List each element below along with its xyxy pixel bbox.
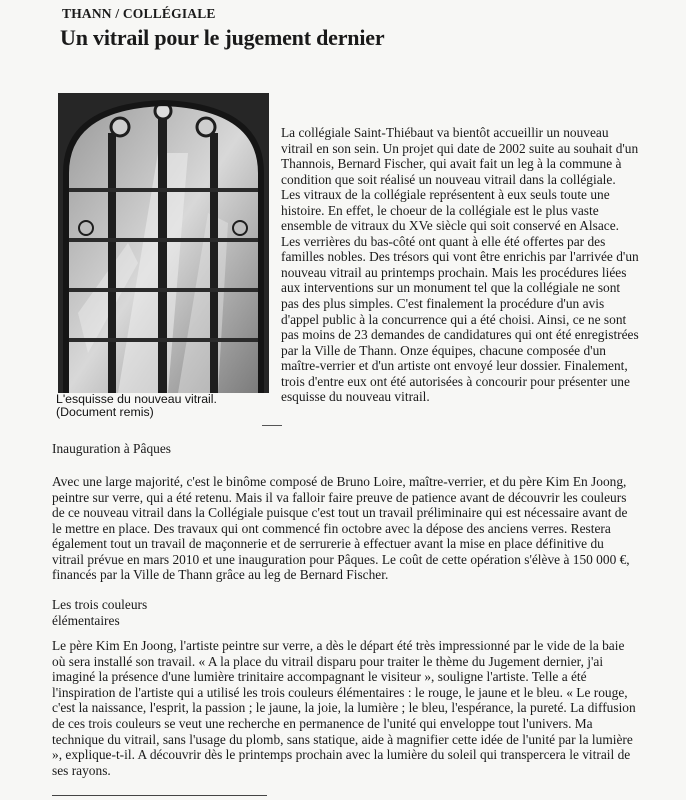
footer-rule: [52, 795, 267, 796]
caption-line-1: L'esquisse du nouveau vitrail.: [56, 392, 217, 406]
article-headline: Un vitrail pour le jugement dernier: [60, 25, 385, 50]
subheading-colors-line-2: élémentaires: [52, 612, 120, 628]
body-paragraph-colors: Le père Kim En Joong, l'artiste peintre sur verre, a dès le départ été très impressionné par le vide de la baie où sera installé son travail. « A la place du vitrail disparu pour traiter le thème du Jugement dernier, j'ai imaginé la présence d'une lumière trinitaire accompagnant le visiteur », souligne l'artiste. Telle a été l'inspiration de l'artiste qui a utilisé les trois couleurs élémentaires : le rouge, le jaune et le bleu. « Le rouge, c'est la naissance, l'esprit, la passion ; le jaune, la joie, la lumière ; le bleu, l'espérance, la pureté. La diffusion de ces trois couleurs se veut une recherche en permanence de l'unité qui enveloppe tout l'univers. Ma technique du vitrail, sans l'usage du plomb, sans statique, aide à magnifier cette idée de l'unité par la lumière », explique-t-il. A découvrir dès le printemps prochain avec la lumière du soleil qui transpercera le vitrail de ses rayons.: [52, 638, 636, 778]
caption-rule: [262, 425, 282, 426]
intro-paragraph: La collégiale Saint-Thiébaut va bientôt accueillir un nouveau vitrail en son sein. Un projet qui date de 2002 suite au souhait d'un Thannois, Bernard Fischer, qui avait fait un leg à la commune à condition que soit réalisé un nouveau vitrail dans la collégiale.: [281, 125, 639, 187]
subheading-colors: [52, 597, 252, 628]
caption-line-2: (Document remis): [56, 405, 154, 419]
intro-column: [281, 125, 639, 405]
body-paragraph-inauguration: Avec une large majorité, c'est le binôme composé de Bruno Loire, maître-verrier, et du père Kim En Joong, peintre sur verre, qui a été retenu. Mais il va falloir faire preuve de patience avant de découvrir les couleurs de ce nouveau vitrail dans la Collégiale puisque c'est tout un travail préliminaire qui est nécessaire avant de le mettre en place. Des travaux qui ont commencé fin octobre avec la dépose des anciens verres. Restera également tout un travail de maçonnerie et de serrurerie à effectuer avant la mise en place définitive du vitrail prévue en mars 2010 et une inauguration pour Pâques. Le coût de cette opération s'élève à 150 000 €, financés par la Ville de Thann grâce au leg de Bernard Fischer.: [52, 474, 630, 582]
intro-paragraph-2: Les vitraux de la collégiale représentent à eux seuls toute une histoire. En effet, le choeur de la collégiale est le plus vaste ensemble de vitraux du XVe siècle qui soit conservé en Alsace. Les verrières du bas-côté ont quant à elle été offertes par des familles nobles. Des trésors qui vont être enrichis par l'arrivée d'un nouveau vitrail au printemps prochain. Mais les procédures liées aux interventions sur un monument tel que la collégiale ne sont pas des plus simples. C'est finalement la procédure d'un avis d'appel public à la concurrence qui a été choisi. Ainsi, ce ne sont pas moins de 23 demandes de candidatures qui ont été enregistrées par la Ville de Thann. Onze équipes, chacune composée d'un maître-verrier et d'un artiste ont envoyé leur dossier. Finalement, trois d'entre eux ont été autorisées à concourir pour présenter une esquisse du nouveau vitrail.: [281, 187, 639, 405]
stained-glass-sketch-photo: [58, 93, 269, 393]
section-kicker: THANN / COLLÉGIALE: [62, 6, 216, 21]
stained-glass-window-image: [58, 93, 269, 393]
subheading-colors-line-1: Les trois couleurs: [52, 597, 148, 612]
subheading-inauguration: Inauguration à Pâques: [52, 441, 171, 456]
photo-caption: [56, 393, 281, 419]
